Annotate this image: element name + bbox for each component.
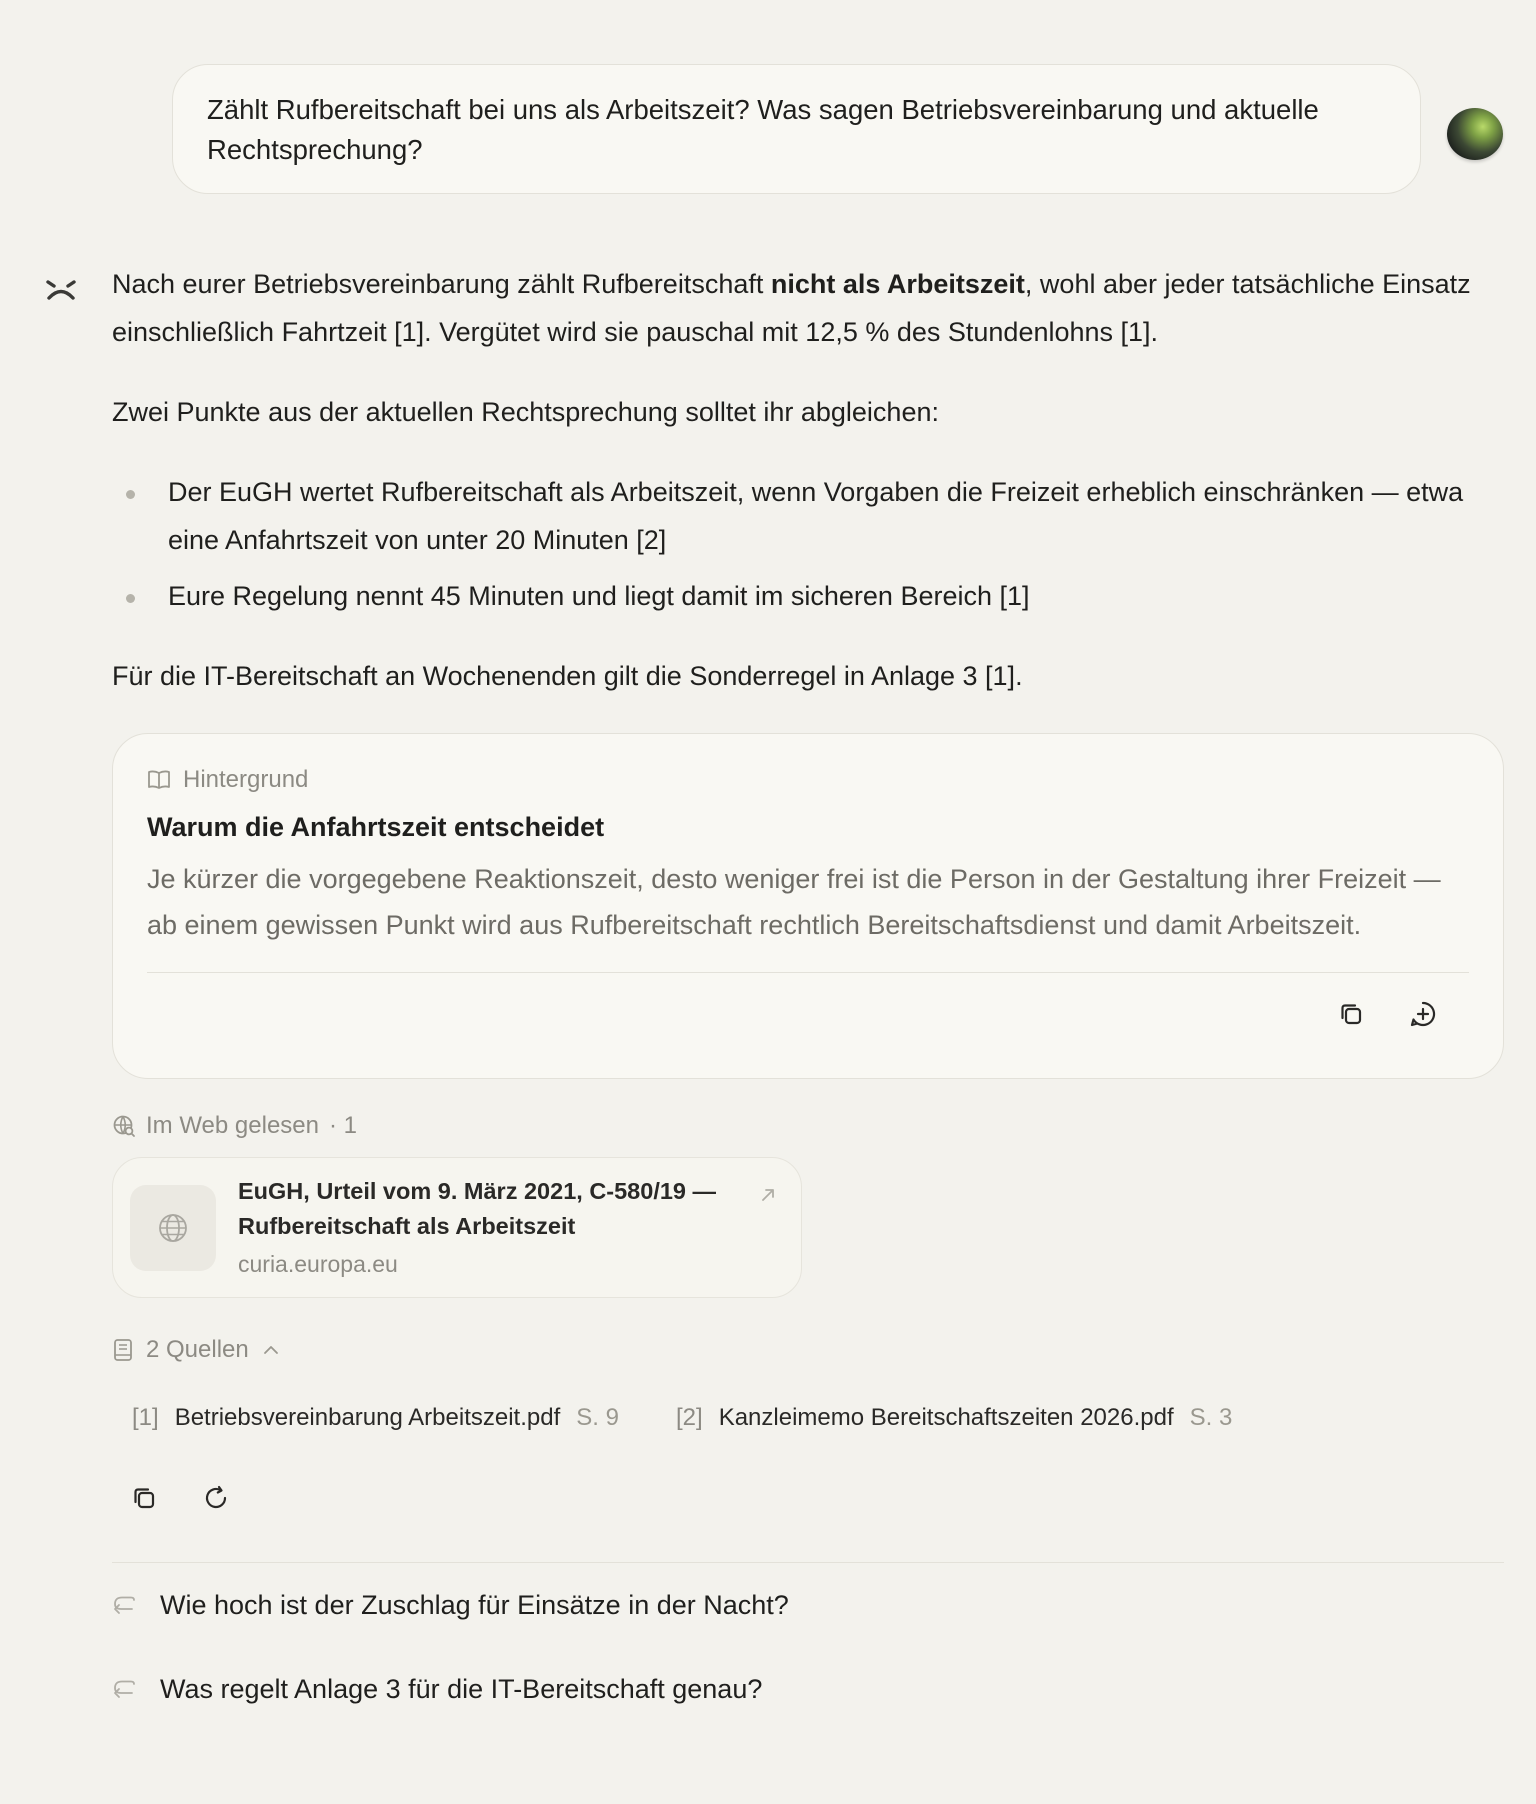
callout-body: Je kürzer die vorgegebene Reaktionszeit, desto weniger frei ist die Person in der Gestaltung ihrer Freizeit — ab einem gewissen Punkt wird aus Rufbereitschaft rechtlich Bereitschaftsdienst und damit Arbeitszeit.	[147, 864, 1441, 940]
callout-kicker-label: Hintergrund	[183, 766, 309, 793]
source-name: Betriebsvereinbarung Arbeitszeit.pdf	[174, 1404, 561, 1431]
answer-p1-text: Nach eurer Betriebsvereinbarung zählt Rufbereitschaft	[112, 269, 771, 299]
arrow-up-right-icon[interactable]	[759, 1186, 777, 1204]
reply-arrow-icon	[112, 1680, 138, 1700]
source-page: S. 9	[576, 1404, 619, 1431]
answer-paragraph-1	[112, 260, 1502, 356]
assistant-logo-icon	[44, 272, 78, 302]
user-message-line-2: Rechtsprechung?	[207, 134, 423, 165]
bullet-dot	[126, 490, 135, 499]
source-number: [2]	[676, 1404, 703, 1431]
globe-search-icon	[112, 1114, 136, 1138]
copy-answer-button[interactable]	[124, 1478, 164, 1518]
callout-kicker	[147, 766, 308, 794]
source-name: Kanzleimemo Bereitschaftszeiten 2026.pdf	[718, 1404, 1174, 1431]
reply-arrow-icon	[112, 1596, 138, 1616]
user-avatar[interactable]	[1447, 108, 1503, 160]
book-open-icon	[147, 769, 171, 791]
followup-suggestion-2[interactable]	[112, 1674, 762, 1705]
sources-label: 2 Quellen	[146, 1336, 249, 1363]
web-read-count: · 1	[328, 1112, 357, 1139]
regenerate-button[interactable]	[196, 1478, 236, 1518]
source-number: [1]	[132, 1404, 159, 1431]
web-source-title	[238, 1174, 738, 1244]
web-source-host: curia.europa.eu	[238, 1251, 398, 1277]
bullet-text: Eure Regelung nennt 45 Minuten und liegt damit im sicheren Bereich [1]	[168, 581, 1030, 611]
user-message-bubble	[172, 64, 1421, 194]
followup-text: Wie hoch ist der Zuschlag für Einsätze in der Nacht?	[160, 1590, 789, 1620]
callout-title: Warum die Anfahrtszeit entscheidet	[147, 812, 605, 842]
answer-paragraph-3: Für die IT-Bereitschaft an Wochenenden gilt die Sonderregel in Anlage 3 [1].	[112, 661, 1023, 691]
web-source-title-line-1: EuGH, Urteil vom 9. März 2021, C-580/19 —	[238, 1178, 717, 1204]
chevron-up-icon	[263, 1344, 279, 1356]
bullet-item	[112, 468, 1512, 564]
copy-icon	[1338, 1001, 1364, 1027]
bullet-item	[112, 572, 1512, 620]
sources-toggle[interactable]	[112, 1336, 279, 1364]
web-source-title-line-2: Rufbereitschaft als Arbeitszeit	[238, 1213, 576, 1239]
web-read-text: Im Web gelesen	[146, 1112, 319, 1139]
answer-p1-text-rest: , wohl aber jeder tatsächliche Einsatz einschließlich Fahrtzeit [1]. Vergütet wird sie pauschal mit 12,5 % des Stundenlohns [1].	[112, 269, 1471, 347]
refresh-icon	[202, 1484, 230, 1512]
callout-copy-button[interactable]	[1331, 994, 1371, 1034]
followup-suggestion-1[interactable]	[112, 1590, 789, 1621]
callout-divider	[147, 972, 1469, 973]
document-icon	[112, 1338, 134, 1362]
copy-icon	[131, 1485, 157, 1511]
followup-text: Was regelt Anlage 3 für die IT-Bereitschaft genau?	[160, 1674, 763, 1704]
answer-p1-bold: nicht als Arbeitszeit	[770, 269, 1025, 299]
globe-icon	[157, 1212, 189, 1244]
plus-circle-icon	[1409, 1000, 1437, 1028]
callout-add-button[interactable]	[1403, 994, 1443, 1034]
web-source-card[interactable]	[112, 1157, 802, 1298]
source-page: S. 3	[1189, 1404, 1233, 1431]
bullet-dot	[126, 594, 135, 603]
web-read-label	[112, 1112, 357, 1140]
source-item-2[interactable]	[676, 1404, 1232, 1432]
followups-divider	[112, 1562, 1504, 1563]
bullet-text: Der EuGH wertet Rufbereitschaft als Arbeitszeit, wenn Vorgaben die Freizeit erheblich einschränken — etwa eine Anfahrtszeit von unter 20 Minuten [2]	[168, 477, 1464, 555]
answer-paragraph-2: Zwei Punkte aus der aktuellen Rechtsprechung solltet ihr abgleichen:	[112, 397, 939, 427]
answer-bullet-list	[112, 468, 1512, 620]
source-item-1[interactable]	[132, 1404, 619, 1432]
web-source-thumbnail	[130, 1185, 216, 1271]
user-message-line-1: Zählt Rufbereitschaft bei uns als Arbeitszeit? Was sagen Betriebsvereinbarung und aktuelle	[207, 94, 1319, 125]
background-callout-card	[112, 733, 1504, 1079]
